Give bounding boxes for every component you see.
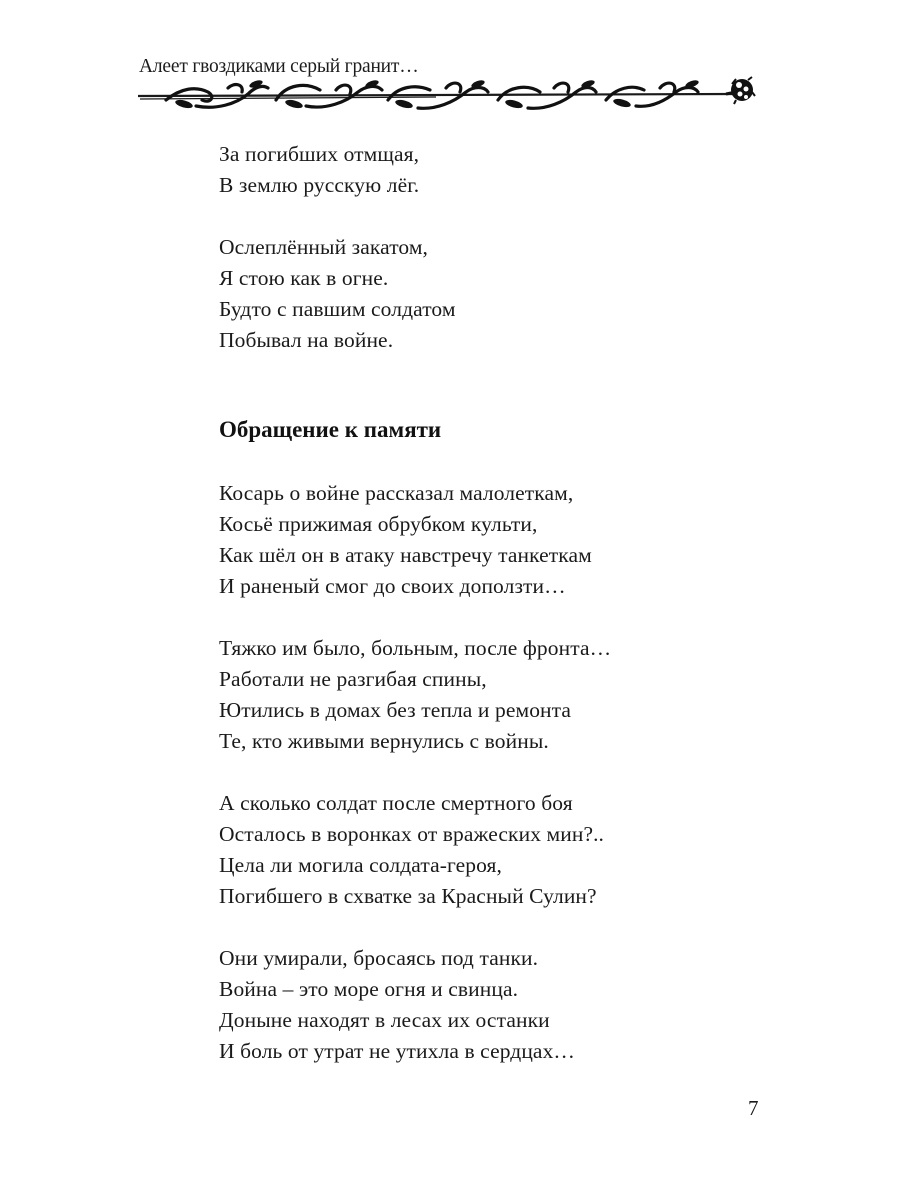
poem-line: Доныне находят в лесах их останки <box>219 1008 550 1032</box>
stanza-gap <box>219 602 739 633</box>
page-number: 7 <box>748 1096 759 1120</box>
poem-line: Погибшего в схватке за Красный Сулин? <box>219 884 597 908</box>
poem-line: Как шёл он в атаку навстречу танкеткам <box>219 543 592 567</box>
running-title: Алеет гвоздиками серый гранит… <box>139 56 419 77</box>
poem-line: Война – это море огня и свинца. <box>219 977 519 1001</box>
poem-line: Они умирали, бросаясь под танки. <box>219 946 539 970</box>
poem-line: Я стою как в огне. <box>219 266 389 290</box>
poem-line: Работали не разгибая спины, <box>219 667 487 691</box>
stanza <box>219 633 739 757</box>
poem-title: Обращение к памяти <box>219 417 442 442</box>
poem-line: Косьё прижимая обрубком культи, <box>219 512 538 536</box>
poem-line: И боль от утрат не утихла в сердцах… <box>219 1039 576 1063</box>
poem-body <box>219 478 739 1067</box>
poem-line: Те, кто живыми вернулись с войны. <box>219 729 549 753</box>
carnation-vine-ornament-icon <box>136 70 756 118</box>
poem-line: Ослеплённый закатом, <box>219 235 429 259</box>
poem-line: За погибших отмщая, <box>219 142 420 166</box>
stanza-gap <box>219 201 739 232</box>
poem-line: Ютились в домах без тепла и ремонта <box>219 698 572 722</box>
stanza <box>219 232 739 356</box>
poem-line: В землю русскую лёг. <box>219 173 420 197</box>
poem-line: Косарь о войне рассказал малолеткам, <box>219 481 574 505</box>
poem-line: Осталось в воронках от вражеских мин?.. <box>219 822 605 846</box>
poem-line: И раненый смог до своих доползти… <box>219 574 566 598</box>
stanza-gap <box>219 757 739 788</box>
stanza-gap <box>219 912 739 943</box>
poem-line: Тяжко им было, больным, после фронта… <box>219 636 612 660</box>
stanza <box>219 788 739 912</box>
stanza <box>219 943 739 1067</box>
stanza <box>219 139 739 201</box>
continued-poem <box>219 139 739 356</box>
poem-line: А сколько солдат после смертного боя <box>219 791 573 815</box>
poem-line: Цела ли могила солдата-героя, <box>219 853 503 877</box>
stanza <box>219 478 739 602</box>
poem-line: Будто с павшим солдатом <box>219 297 456 321</box>
poem-line: Побывал на войне. <box>219 328 394 352</box>
